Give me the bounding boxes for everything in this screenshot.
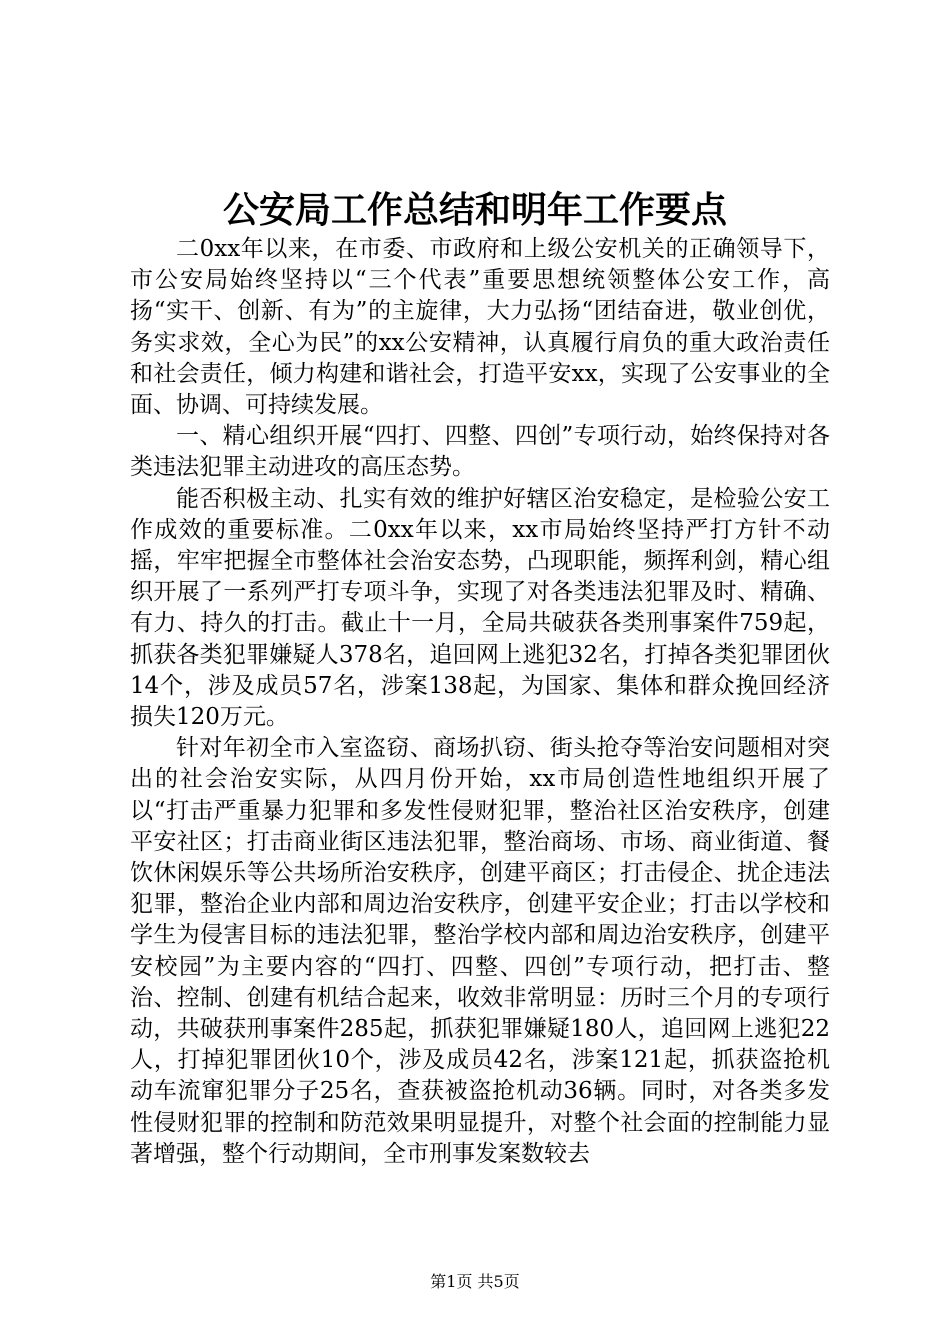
paragraph-intro: 二0xx年以来，在市委、市政府和上级公安机关的正确领导下，市公安局始终坚持以“三个代表”重要思想统领整体公安工作，高扬“实干、创新、有为”的主旋律，大力弘扬“团结奋进，敬业创优，务实求效，全心为民”的xx公安精神，认真履行肩负的重大政治责任和社会责任，倾力构建和谐社会，打造平安xx，实现了公安事业的全面、协调、可持续发展。 <box>130 236 830 419</box>
paragraph-section-heading: 一、精心组织开展“四打、四整、四创”专项行动，始终保持对各类违法犯罪主动进攻的高压态势。 <box>130 423 830 481</box>
document-body <box>130 234 830 1170</box>
document-title: 公安局工作总结和明年工作要点 <box>222 189 727 231</box>
paragraph-special-action: 针对年初全市入室盗窃、商场扒窃、街头抢夺等治安问题相对突出的社会治安实际，从四月份开始，xx市局创造性地组织开展了以“打击严重暴力犯罪和多发性侵财犯罪，整治社区治安秩序，创建平安社区；打击商业街区违法犯罪，整治商场、市场、商业街道、餐饮休闲娱乐等公共场所治安秩序，创建平商区；打击侵企、扰企违法犯罪，整治企业内部和周边治安秩序，创建平安企业；打击以学校和学生为侵害目标的违法犯罪，整治学校内部和周边治安秩序，创建平安校园”为主要内容的“四打、四整、四创”专项行动，把打击、整治、控制、创建有机结合起来，收效非常明显：历时三个月的专项行动，共破获刑事案件285起，抓获犯罪嫌疑180人，追回网上逃犯22人，打掉犯罪团伙10个，涉及成员42名，涉案121起，抓获盗抢机动车流窜犯罪分子25名，查获被盗抢机动36辆。同时，对各类多发性侵财犯罪的控制和防范效果明显提升，对整个社会面的控制能力显著增强，整个行动期间，全市刑事发案数较去 <box>130 735 830 1167</box>
page-number-footer: 第1页 共5页 <box>430 1272 520 1291</box>
paragraph-crackdown: 能否积极主动、扎实有效的维护好辖区治安稳定，是检验公安工作成效的重要标准。二0xx年以来，xx市局始终坚持严打方针不动摇，牢牢把握全市整体社会治安态势，凸现职能，频挥利剑，精心组织开展了一系列严打专项斗争，实现了对各类违法犯罪及时、精确、有力、持久的打击。截止十一月，全局共破获各类刑事案件759起，抓获各类犯罪嫌疑人378名，追回网上逃犯32名，打掉各类犯罪团伙14个，涉及成员57名，涉案138起，为国家、集体和群众挽回经济损失120万元。 <box>130 485 830 731</box>
